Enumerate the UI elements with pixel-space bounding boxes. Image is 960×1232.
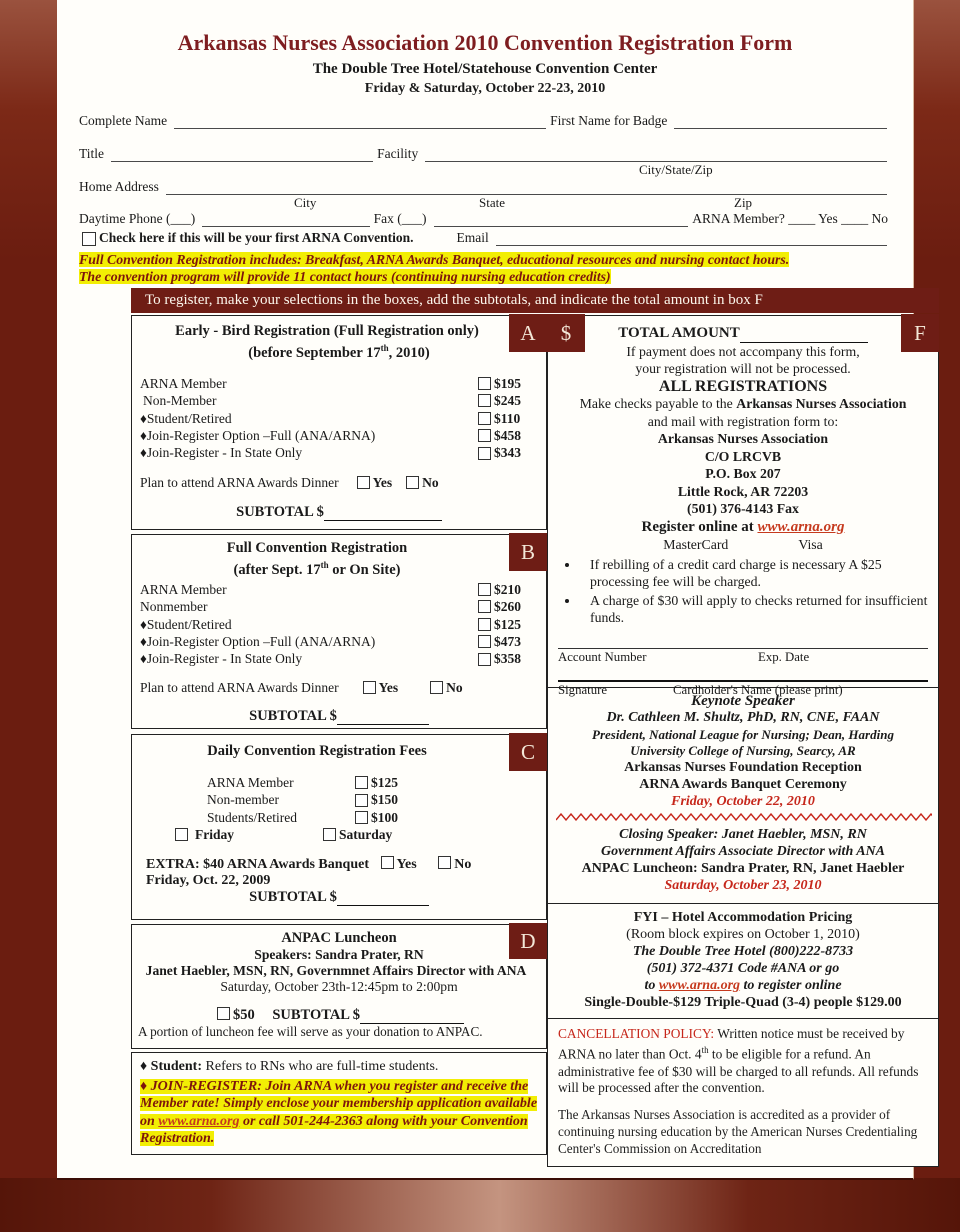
box-d-tab: D bbox=[509, 923, 547, 959]
mastercard-label: MasterCard bbox=[663, 537, 729, 552]
arna-website-link[interactable]: www.arna.org bbox=[158, 1113, 240, 1129]
title-input[interactable] bbox=[111, 146, 373, 162]
form-title: Arkansas Nurses Association 2010 Convention Registration Form bbox=[177, 30, 793, 55]
cancellation-section bbox=[548, 1018, 938, 1166]
fyi-code-line: (501) 372-4371 Code #ANA or go bbox=[646, 960, 840, 976]
notes-box bbox=[131, 1052, 547, 1155]
city-state-zip-label: City/State/Zip bbox=[639, 162, 713, 177]
extra-banquet-label: EXTRA: $40 ARNA Awards Banquet bbox=[146, 856, 369, 872]
box-a-early-bird: A Early - Bird Registration (Full Registration only) (before September 17th, 2010) ARNA Member $195 Non-Member $245 ♦Student/Retired $110 ♦Join-Register Option –Full (ANA/ARNA) $458 ♦Join-Register - In State Only $343 Plan to attend ARNA Awards Dinner Yes No SUBTOTAL $ bbox=[131, 315, 547, 530]
dinner-yes-checkbox[interactable] bbox=[357, 476, 370, 489]
closing-date: Saturday, October 23, 2010 bbox=[664, 877, 822, 893]
fee-row: Nonmember $260 bbox=[140, 599, 521, 615]
fax-label: Fax (___) bbox=[373, 211, 427, 226]
box-d-note: A portion of luncheon fee will serve as your donation to ANPAC. bbox=[138, 1024, 483, 1039]
complete-name-input[interactable] bbox=[174, 113, 546, 129]
fee-checkbox[interactable] bbox=[478, 412, 491, 425]
box-c-title: Daily Convention Registration Fees bbox=[207, 743, 427, 759]
fee-row: ARNA Member $125 bbox=[207, 775, 398, 790]
rebilling-bullet: • If rebilling of a credit card charge is necessary A $25 processing fee will be charged. bbox=[580, 556, 928, 590]
dollar-tab: $ bbox=[547, 314, 585, 352]
subtotal-a-label: SUBTOTAL $ bbox=[236, 503, 324, 520]
day-row: Friday Saturday bbox=[132, 826, 546, 843]
mail-address-3: P.O. Box 207 bbox=[705, 466, 781, 481]
fee-checkbox[interactable] bbox=[355, 794, 368, 807]
home-address-input[interactable] bbox=[166, 179, 887, 195]
fee-row: ♦Join-Register Option –Full (ANA/ARNA) $473 bbox=[140, 634, 521, 650]
payment-warning2: your registration will not be processed. bbox=[635, 361, 851, 376]
left-column bbox=[131, 315, 547, 1155]
fee-row: Non-member $150 bbox=[207, 792, 398, 808]
box-b-title2: (after Sept. 17th or On Site) bbox=[233, 560, 401, 578]
keynote-speaker-name: Dr. Cathleen M. Shultz, PhD, RN, CNE, FAAN bbox=[606, 709, 880, 725]
total-amount-label: TOTAL AMOUNT bbox=[618, 325, 740, 341]
fee-checkbox[interactable] bbox=[478, 653, 491, 666]
fyi-room-block: (Room block expires on October 1, 2010) bbox=[626, 926, 860, 942]
first-convention-label: Check here if this will be your first ARNA Convention. bbox=[99, 230, 414, 245]
subtotal-b-input[interactable] bbox=[337, 712, 429, 725]
box-b-title: Full Convention Registration bbox=[226, 540, 408, 556]
all-registrations-heading: ALL REGISTRATIONS bbox=[658, 377, 828, 395]
closing-speaker-title: Government Affairs Associate Director with ANA bbox=[600, 844, 886, 860]
mail-line: and mail with registration form to: bbox=[647, 413, 839, 429]
box-b-full-registration: B Full Convention Registration (after Sept. 17th or On Site) ARNA Member $210 Nonmember $260 ♦Student/Retired $125 ♦Join-Register Option –Full (ANA/ARNA) $473 ♦Join-Register - In State Only $358 Plan to attend ARNA Awards Dinner Yes No SUBTOTAL $ bbox=[131, 534, 547, 729]
box-a-title: Early - Bird Registration (Full Registration only) bbox=[175, 323, 479, 339]
zip-label: Zip bbox=[734, 195, 753, 210]
keynote-date: Friday, October 22, 2010 bbox=[671, 793, 815, 809]
banquet-ceremony-line: ARNA Awards Banquet Ceremony bbox=[639, 776, 847, 792]
arna-website-link[interactable]: www.arna.org bbox=[658, 977, 741, 993]
payment-warning1: If payment does not accompany this form, bbox=[626, 343, 860, 359]
facility-label: Facility bbox=[377, 146, 419, 161]
arna-member-question[interactable]: ARNA Member? ____ Yes ____ No bbox=[692, 211, 888, 226]
fee-checkbox[interactable] bbox=[355, 776, 368, 789]
fee-checkbox[interactable] bbox=[478, 583, 491, 596]
full-registration-note-line1: Full Convention Registration includes: Breakfast, ARNA Awards Banquet, educational resources and nursing contact hours. bbox=[79, 252, 790, 267]
email-label: Email bbox=[456, 230, 489, 245]
account-number-line[interactable]: Account Number Exp. Date bbox=[558, 648, 928, 667]
home-address-label: Home Address bbox=[79, 179, 159, 194]
signature-line[interactable]: Signature Cardholder's Name (please print) bbox=[558, 680, 928, 700]
registration-form-page bbox=[57, 0, 928, 1180]
keynote-speaker-title1: President, National League for Nursing; Dean, Harding bbox=[592, 726, 894, 742]
fee-row: ♦Student/Retired $125 bbox=[140, 616, 521, 632]
extra-yes-checkbox[interactable] bbox=[381, 856, 394, 869]
fee-row: ARNA Member $210 bbox=[140, 581, 521, 597]
fee-row: Students/Retired $100 bbox=[207, 809, 398, 825]
arna-website-link[interactable]: www.arna.org bbox=[757, 518, 845, 535]
right-column bbox=[547, 315, 939, 1167]
full-registration-note bbox=[79, 252, 891, 285]
facility-input[interactable] bbox=[425, 146, 887, 162]
page-bottom-border bbox=[0, 1178, 960, 1232]
student-note: ♦ Student: Refers to RNs who are full-time students. bbox=[140, 1059, 439, 1074]
state-label: State bbox=[479, 195, 505, 210]
keynote-heading: Keynote Speaker bbox=[691, 693, 795, 709]
cancellation-policy: CANCELLATION POLICY: Written notice must be received by ARNA no later than Oct. 4th to be eligible for a refund. An administrative fee of $30 will be charged to all refunds. All refunds will be processed after the convention. bbox=[558, 1025, 919, 1096]
fee-checkbox[interactable] bbox=[355, 811, 368, 824]
fyi-heading: FYI – Hotel Accommodation Pricing bbox=[633, 909, 853, 925]
accreditation-note: The Arkansas Nurses Association is accredited as a provider of continuing nursing education by the American Nurses Credentialing Center's Commission on Accreditation bbox=[558, 1107, 918, 1156]
fee-row: ♦Student/Retired $110 bbox=[140, 410, 521, 426]
fyi-hotel-phone: The Double Tree Hotel (800)222-8733 bbox=[632, 943, 854, 959]
fee-row: ♦Join-Register Option –Full (ANA/ARNA) $458 bbox=[140, 428, 521, 444]
mail-address-4: Little Rock, AR 72203 bbox=[677, 483, 809, 499]
badge-name-input[interactable] bbox=[674, 113, 887, 129]
box-d-title: ANPAC Luncheon bbox=[281, 930, 397, 946]
dinner-no-checkbox[interactable] bbox=[430, 681, 443, 694]
box-c-tab: C bbox=[509, 733, 547, 771]
instruction-banner: To register, make your selections in the boxes, add the subtotals, and indicate the total amount in box F bbox=[131, 288, 939, 313]
payment-section bbox=[548, 316, 938, 697]
form-subtitle-venue: The Double Tree Hotel/Statehouse Convention Center bbox=[312, 61, 658, 77]
awards-dinner-label: Plan to attend ARNA Awards Dinner bbox=[140, 679, 339, 695]
city-label: City bbox=[294, 195, 317, 210]
first-convention-checkbox[interactable] bbox=[82, 232, 96, 246]
subtotal-d-label: SUBTOTAL $ bbox=[272, 1007, 361, 1023]
register-online-line: Register online at www.arna.org bbox=[641, 518, 845, 535]
fee-row: ♦Join-Register - In State Only $343 bbox=[140, 445, 521, 461]
awards-dinner-label: Plan to attend ARNA Awards Dinner bbox=[140, 474, 339, 490]
subtotal-a-input[interactable] bbox=[324, 508, 442, 521]
box-b-tab: B bbox=[509, 533, 547, 571]
extra-no-checkbox[interactable] bbox=[438, 856, 451, 869]
full-registration-note-line2: The convention program will provide 11 contact hours (continuing nursing education credits) bbox=[79, 268, 611, 284]
keynote-speaker-title2: University College of Nursing, Searcy, AR bbox=[630, 743, 856, 759]
mail-address-1: Arkansas Nurses Association bbox=[657, 431, 829, 446]
box-f-tab: F bbox=[901, 314, 939, 352]
box-c-daily-fees: C Daily Convention Registration Fees ARNA Member $125 Non-member $150 Students/Retired $100 Friday Saturday EXTRA: $40 ARNA Awards Banquet Yes No Friday, Oct. 22, 2009 SUBTOTAL $ bbox=[131, 734, 547, 920]
friday-checkbox[interactable] bbox=[175, 828, 188, 841]
zigzag-divider bbox=[556, 813, 932, 821]
box-a-title2: (before September 17th, 2010) bbox=[248, 343, 430, 361]
email-input[interactable] bbox=[496, 230, 887, 246]
box-d-anpac-luncheon bbox=[131, 924, 547, 1049]
fee-row: ARNA Member $195 bbox=[140, 375, 521, 391]
payment-bullets bbox=[554, 556, 932, 626]
checks-payable-line: Make checks payable to the Arkansas Nurses Association bbox=[579, 396, 907, 411]
fee-checkbox[interactable] bbox=[478, 635, 491, 648]
fee-checkbox[interactable] bbox=[478, 618, 491, 631]
anpac-luncheon-line: ANPAC Luncheon: Sandra Prater, RN, Janet Haebler bbox=[581, 860, 905, 876]
form-subtitle-dates: Friday & Saturday, October 22-23, 2010 bbox=[364, 81, 606, 96]
dinner-no-checkbox[interactable] bbox=[406, 476, 419, 489]
luncheon-checkbox[interactable] bbox=[217, 1007, 230, 1020]
returned-check-bullet: • A charge of $30 will apply to checks returned for insufficient funds. bbox=[580, 592, 928, 626]
keynote-section bbox=[548, 687, 938, 903]
contact-fields bbox=[79, 113, 891, 246]
fee-row: Non-Member $245 bbox=[143, 393, 521, 409]
box-d-when: Saturday, October 23th-12:45pm to 2:00pm bbox=[220, 979, 458, 994]
box-d-speakers1: Speakers: Sandra Prater, RN bbox=[254, 947, 424, 962]
fee-checkbox[interactable] bbox=[478, 377, 491, 390]
luncheon-price: $50 bbox=[232, 1007, 255, 1023]
title-label: Title bbox=[79, 146, 105, 161]
box-a-tab: A bbox=[509, 314, 547, 352]
fax-input[interactable] bbox=[434, 211, 689, 227]
subtotal-c-label: SUBTOTAL $ bbox=[249, 888, 337, 905]
daytime-phone-input[interactable] bbox=[202, 211, 369, 227]
fee-checkbox[interactable] bbox=[478, 429, 491, 442]
subtotal-b-label: SUBTOTAL $ bbox=[249, 707, 337, 724]
badge-name-label: First Name for Badge bbox=[550, 113, 668, 128]
saturday-checkbox[interactable] bbox=[323, 828, 336, 841]
box-d-speakers2: Janet Haebler, MSN, RN, Governmnet Affairs Director with ANA bbox=[145, 963, 527, 978]
fee-checkbox[interactable] bbox=[478, 394, 491, 407]
extra-banquet-date: Friday, Oct. 22, 2009 bbox=[146, 872, 271, 888]
daytime-phone-label: Daytime Phone (___) bbox=[79, 211, 196, 226]
dinner-yes-checkbox[interactable] bbox=[363, 681, 376, 694]
total-amount-input[interactable] bbox=[740, 330, 868, 343]
join-register-note: ♦ JOIN-REGISTER: Join ARNA when you register and receive the Member rate! Simply enclose your membership application available on www.arna.org or call 501-244-2363 along with your Convention Registration. bbox=[140, 1078, 538, 1146]
fee-checkbox[interactable] bbox=[478, 447, 491, 460]
card-types-row bbox=[554, 536, 932, 554]
complete-name-label: Complete Name bbox=[79, 113, 168, 128]
closing-speaker-line: Closing Speaker: Janet Haebler, MSN, RN bbox=[619, 827, 867, 843]
mail-address-5: (501) 376-4143 Fax bbox=[687, 501, 799, 516]
fyi-register-line: to www.arna.org to register online bbox=[644, 977, 842, 993]
fyi-section bbox=[548, 903, 938, 1018]
subtotal-c-input[interactable] bbox=[337, 893, 429, 906]
mail-address-2: C/O LRCVB bbox=[704, 448, 782, 464]
fyi-pricing-line: Single-Double-$129 Triple-Quad (3-4) people $129.00 bbox=[584, 994, 902, 1010]
fee-row: ♦Join-Register - In State Only $358 bbox=[140, 651, 521, 667]
subtotal-d-input[interactable] bbox=[360, 1011, 464, 1024]
fee-checkbox[interactable] bbox=[478, 600, 491, 613]
visa-label: Visa bbox=[798, 537, 823, 552]
foundation-reception-line: Arkansas Nurses Foundation Reception bbox=[624, 760, 862, 776]
